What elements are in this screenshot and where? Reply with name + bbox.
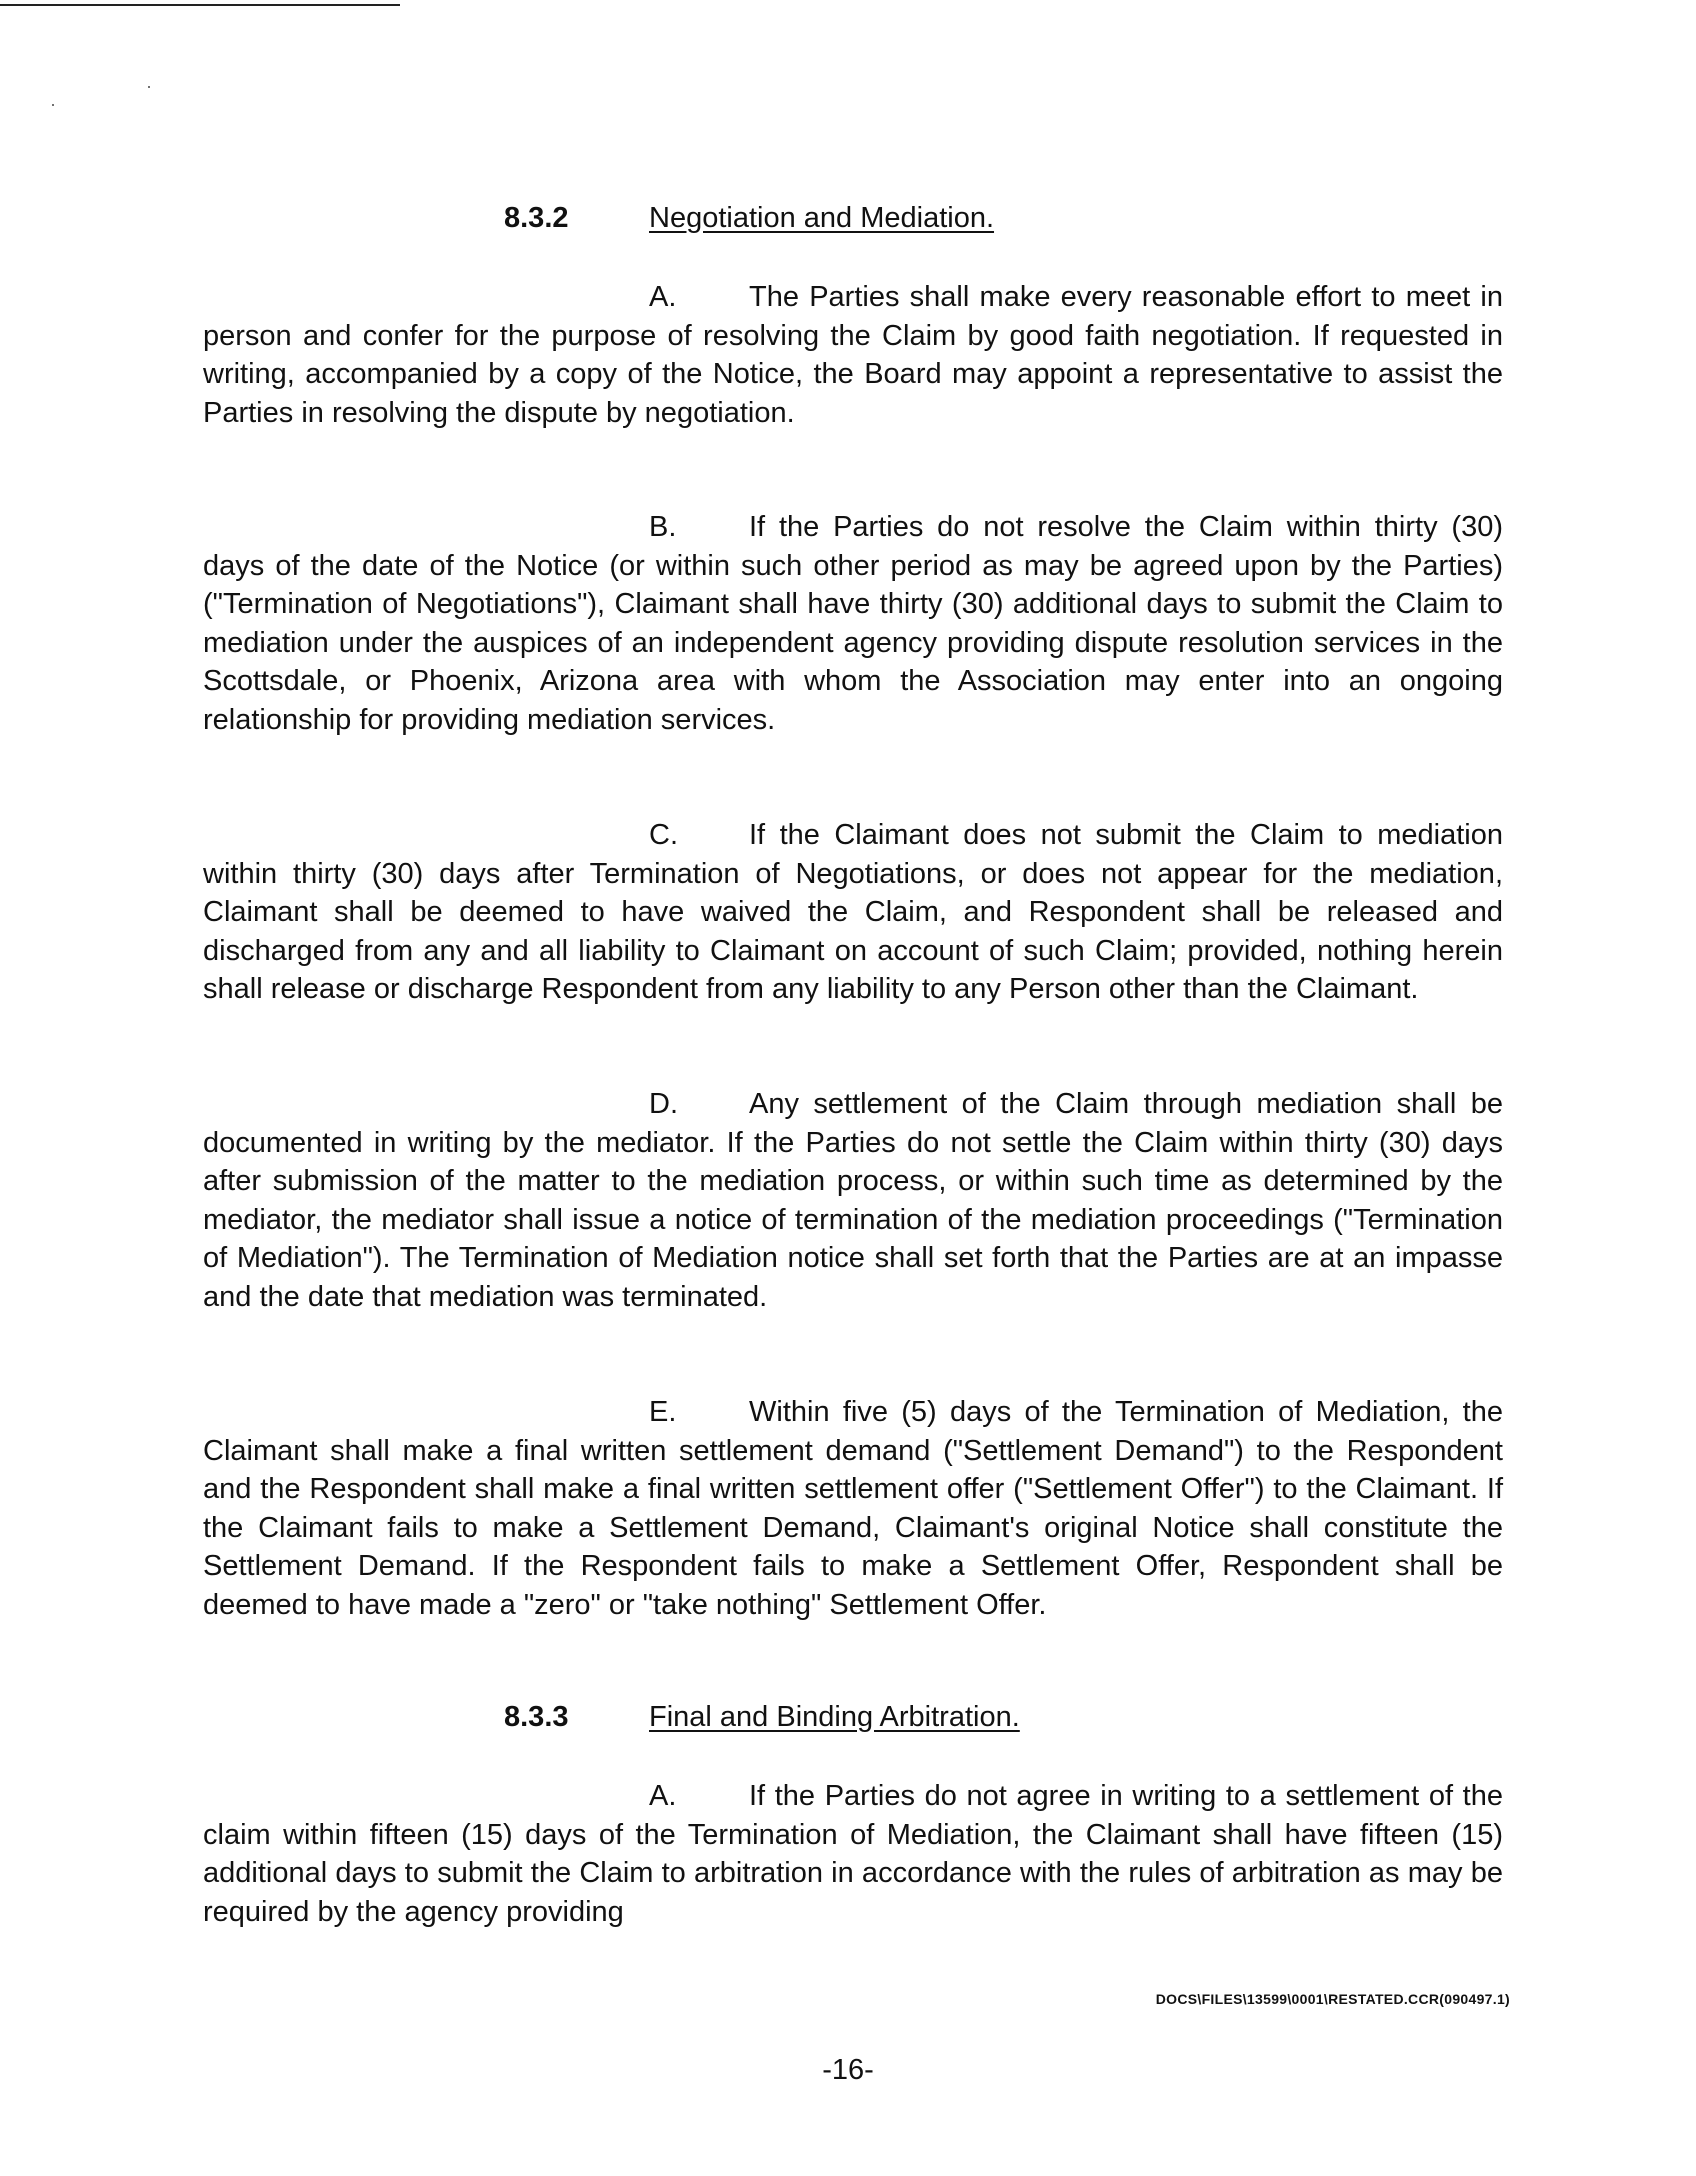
paragraph-letter: C. xyxy=(649,819,678,851)
document-path: DOCS\FILES\13599\0001\RESTATED.CCR(090497.1) xyxy=(1155,1991,1510,2007)
paragraph-letter: E. xyxy=(649,1396,677,1428)
paragraph-b xyxy=(203,508,1503,740)
paragraph-letter: A. xyxy=(649,281,677,313)
paragraph-e xyxy=(203,1393,1503,1625)
scan-top-rule xyxy=(0,4,400,6)
paragraph-letter: D. xyxy=(649,1088,678,1120)
paragraph-text: Within five (5) days of the Termination of Mediation, the Claimant shall make a final written settlement demand ("Settlement Demand") to the Respondent and the Respondent shall make a final written settlement offer ("Settlement Offer") to the Claimant. If the Claimant fails to make a Settlement Demand, Claimant's original Notice shall constitute the Settlement Demand. If the Respondent fails to make a Settlement Offer, Respondent shall be deemed to have made a "zero" or "take nothing" Settlement Offer. xyxy=(203,1396,1503,1621)
section-title: Final and Binding Arbitration. xyxy=(649,1701,1020,1733)
paragraph-text: If the Parties do not resolve the Claim within thirty (30) days of the date of the Notice (or within such other period as may be agreed upon by the Parties) ("Termination of Negotiations"), Claimant shall have thirty (30) additional days to submit the Claim to mediation under the auspices of an independent agency providing dispute resolution services in the Scottsdale, or Phoenix, Arizona area with whom the Association may enter into an ongoing relationship for providing mediation services. xyxy=(203,511,1503,736)
paragraph-a xyxy=(203,1777,1503,1931)
paragraph-text: The Parties shall make every reasonable effort to meet in person and confer for the purpose of resolving the Claim by good faith negotiation. If requested in writing, accompanied by a copy of the Notice, the Board may appoint a representative to assist the Parties in resolving the dispute by negotiation. xyxy=(203,281,1503,429)
paragraph-text: If the Claimant does not submit the Claim to mediation within thirty (30) days after Termination of Negotiations, or does not appear for the mediation, Claimant shall be deemed to have waived the Claim, and Respondent shall be released and discharged from any and all liability to Claimant on account of such Claim; provided, nothing herein shall release or discharge Respondent from any liability to any Person other than the Claimant. xyxy=(203,819,1503,1006)
section-number: 8.3.2 xyxy=(504,202,569,234)
paragraph-text: Any settlement of the Claim through mediation shall be documented in writing by the mediator. If the Parties do not settle the Claim within thirty (30) days after submission of the matter to the mediation process, or within such time as determined by the mediator, the mediator shall issue a notice of termination of the mediation proceedings ("Termination of Mediation"). The Termination of Mediation notice shall set forth that the Parties are at an impasse and the date that mediation was terminated. xyxy=(203,1088,1503,1313)
section-number: 8.3.3 xyxy=(504,1701,569,1733)
section-title: Negotiation and Mediation. xyxy=(649,202,995,234)
scan-speck xyxy=(52,104,54,106)
paragraph-letter: A. xyxy=(649,1780,677,1812)
paragraph-c xyxy=(203,816,1503,1009)
paragraph-d xyxy=(203,1085,1503,1317)
paragraph-letter: B. xyxy=(649,511,677,543)
paragraph-text: If the Parties do not agree in writing to a settlement of the claim within fifteen (15) days of the Termination of Mediation, the Claimant shall have fifteen (15) additional days to submit the Claim to arbitration in accordance with the rules of arbitration as may be required by the agency providing xyxy=(203,1780,1503,1928)
page-number: -16- xyxy=(822,2054,874,2086)
scan-speck xyxy=(148,86,150,88)
paragraph-a xyxy=(203,278,1503,432)
